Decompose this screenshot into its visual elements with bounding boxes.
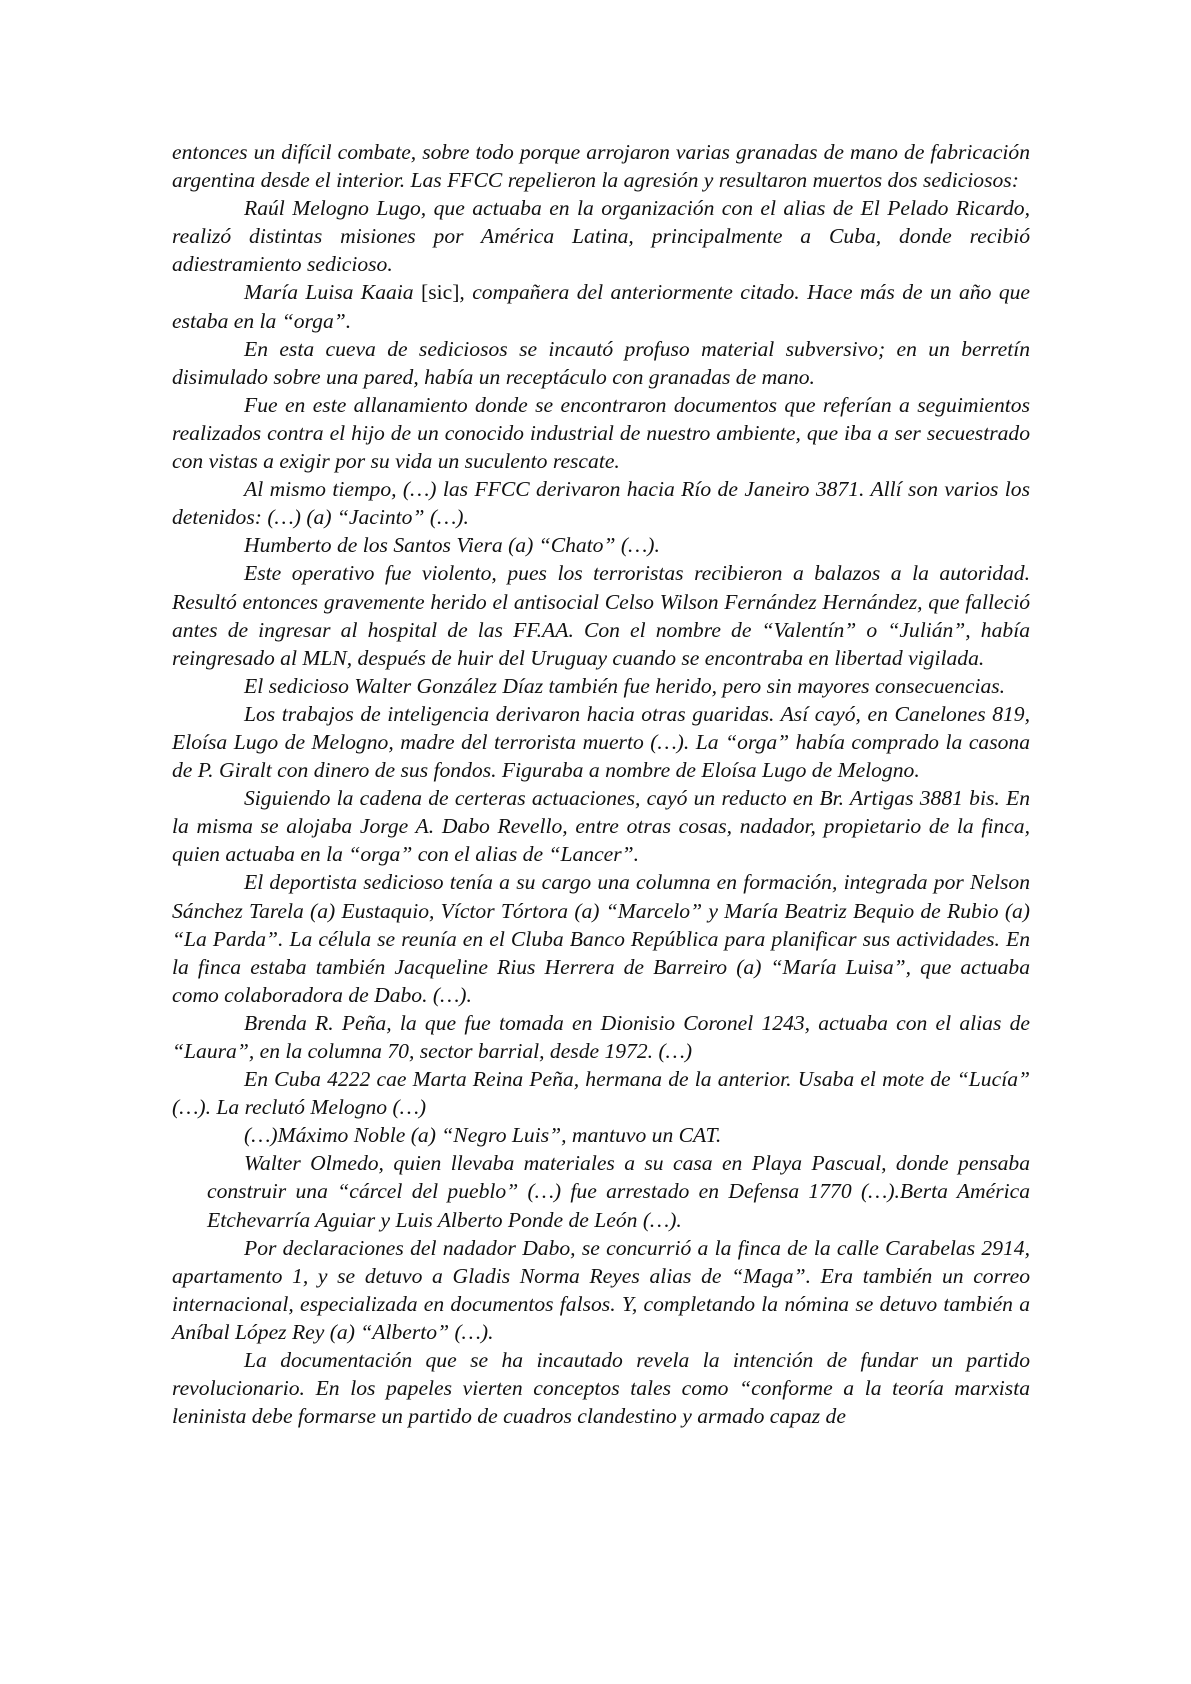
paragraph: Al mismo tiempo, (…) las FFCC derivaron hacia Río de Janeiro 3871. Allí son varios los detenidos: (…) (a) “Jacinto” (…). (172, 477, 1030, 530)
paragraph: Brenda R. Peña, la que fue tomada en Dionisio Coronel 1243, actuaba con el alias de “Laura”, en la columna 70, sector barrial, desde 1972. (…) (172, 1010, 1030, 1063)
paragraph-text: María Luisa Kaaia (244, 280, 422, 305)
paragraph: El sedicioso Walter González Díaz también fue herido, pero sin mayores consecuencias. (244, 673, 1006, 698)
paragraph: Por declaraciones del nadador Dabo, se concurrió a la finca de la calle Carabelas 2914, apartamento 1, y se detuvo a Gladis Norma Reyes alias de “Maga”. Era también un correo internacional, especializada en documentos falsos. Y, completando la nómina se detuvo también a Aníbal López Rey (a) “Alberto” (…). (172, 1235, 1030, 1344)
paragraph: Walter Olmedo, quien llevaba materiales a su casa en Playa Pascual, donde pensaba construir una “cárcel del pueblo” (…) fue arrestado en Defensa 1770 (…).Berta América Etchevarría Aguiar y Luis Alberto Ponde de León (…). (207, 1151, 1030, 1232)
paragraph: Raúl Melogno Lugo, que actuaba en la organización con el alias de El Pelado Ricardo, realizó distintas misiones por América Latina, principalmente a Cuba, donde recibió adiestramiento sedicioso. (172, 196, 1030, 277)
paragraph: La documentación que se ha incautado revela la intención de fundar un partido revolucionario. En los papeles vierten conceptos tales como “conforme a la teoría marxista leninista debe formarse un partido de cuadros clandestino y armado capaz de (172, 1348, 1030, 1429)
paragraph: Este operativo fue violento, pues los terroristas recibieron a balazos a la autoridad. Resultó entonces gravemente herido el antisocial Celso Wilson Fernández Hernández, que falleció antes de ingresar al hospital de las FF.AA. Con el nombre de “Valentín” o “Julián”, había reingresado al MLN, después de huir del Uruguay cuando se encontraba en libertad vigilada. (172, 561, 1030, 670)
paragraph: Fue en este allanamiento donde se encontraron documentos que referían a seguimientos realizados contra el hijo de un conocido industrial de nuestro ambiente, que iba a ser secuestrado con vistas a exigir por su vida un suculento rescate. (172, 392, 1030, 474)
paragraph: Siguiendo la cadena de certeras actuaciones, cayó un reducto en Br. Artigas 3881 bis. En la misma se alojaba Jorge A. Dabo Revello, entre otras cosas, nadador, propietario de la finca, quien actuaba en la “orga” con el alias de “Lancer”. (172, 786, 1030, 867)
paragraph: En esta cueva de sediciosos se incautó profuso material subversivo; en un berretín disimulado sobre una pared, había un receptáculo con granadas de mano. (172, 336, 1030, 389)
paragraph: En Cuba 4222 cae Marta Reina Peña, hermana de la anterior. Usaba el mote de “Lucía” (…). La reclutó Melogno (…) (172, 1067, 1030, 1120)
paragraph: entonces un difícil combate, sobre todo porque arrojaron varias granadas de mano de fabricación argentina desde el interior. Las FFCC repelieron la agresión y resultaron muertos dos sediciosos: (172, 140, 1030, 193)
sic-annotation: [sic] (421, 280, 460, 305)
paragraph-text: , compañera del anteriormente citado. Hace más de un año que estaba en la “orga”. (172, 280, 1030, 333)
paragraph: Los trabajos de inteligencia derivaron hacia otras guaridas. Así cayó, en Canelones 819, Eloísa Lugo de Melogno, madre del terrorista muerto (…). La “orga” había comprado la casona de P. Giralt con dinero de sus fondos. Figuraba a nombre de Eloísa Lugo de Melogno. (172, 701, 1030, 783)
paragraph: El deportista sedicioso tenía a su cargo una columna en formación, integrada por Nelson Sánchez Tarela (a) Eustaquio, Víctor Tórtora (a) “Marcelo” y María Beatriz Bequio de Rubio (a) “La Parda”. La célula se reunía en el Cluba Banco República para planificar sus actividades. En la finca estaba también Jacqueline Rius Herrera de Barreiro (a) “María Luisa”, que actuaba como colaboradora de Dabo. (…). (172, 870, 1030, 1007)
document-body (172, 138, 1030, 1430)
paragraph (172, 278, 1030, 334)
paragraph: (…)Máximo Noble (a) “Negro Luis”, mantuvo un CAT. (244, 1123, 722, 1148)
paragraph: Humberto de los Santos Viera (a) “Chato” (…). (244, 533, 660, 558)
